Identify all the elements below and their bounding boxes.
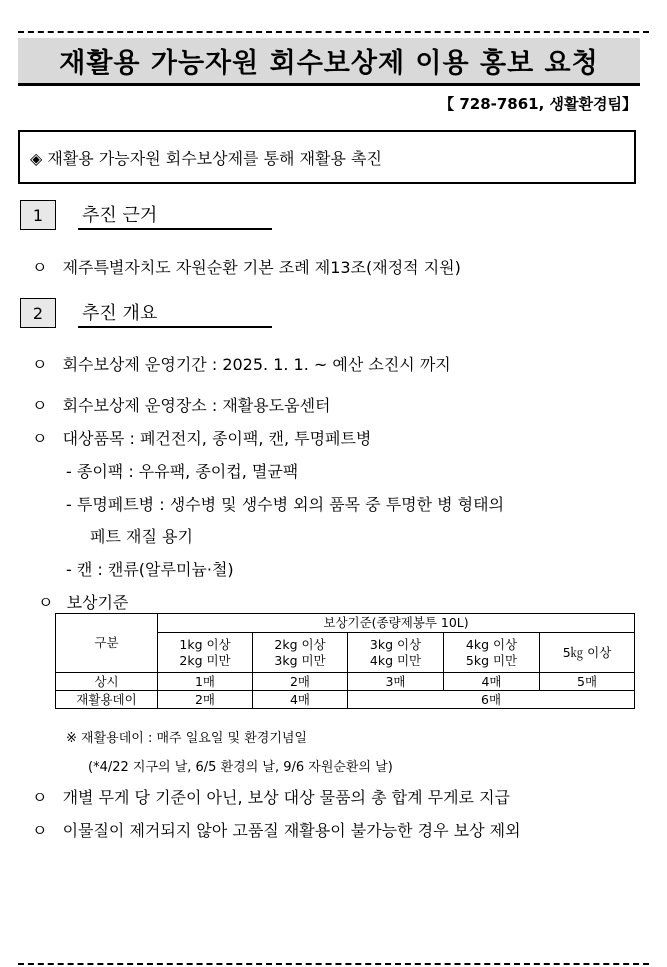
list-item <box>32 785 510 808</box>
reward-criteria-label: ㅇ 보상기준 <box>38 593 129 612</box>
table-cell: 6매 <box>348 691 635 709</box>
table-row <box>56 691 635 709</box>
exclusion-text: 이물질이 제거되지 않아 고품질 재활용이 불가능한 경우 보상 제외 <box>62 821 521 840</box>
table-cell: 2매 <box>253 673 348 691</box>
contact-info: 【 728-7861, 생활환경팀】 <box>439 95 637 113</box>
table-cell: 상시 <box>56 673 158 691</box>
sub-item-paperpack: - 종이팩 : 우유팩, 종이컵, 멸균팩 <box>66 462 299 481</box>
table-cell: 1매 <box>158 673 253 691</box>
table-cell: 2매 <box>158 691 253 709</box>
section-2-number: 2 <box>20 298 56 328</box>
list-item <box>32 426 371 449</box>
bottom-dashed-divider <box>18 963 649 965</box>
bullet-icon: ㅇ <box>32 355 48 374</box>
top-dashed-divider <box>18 31 649 33</box>
list-item <box>32 352 451 375</box>
table-cell: 재활용데이 <box>56 691 158 709</box>
commemoration-days-note: (*4/22 지구의 날, 6/5 환경의 날, 9/6 자원순환의 날) <box>88 760 393 775</box>
table-col-header: 3kg 이상 4kg 미만 <box>348 633 444 673</box>
operation-place-text: 회수보상제 운영장소 : 재활용도움센터 <box>62 396 331 415</box>
bullet-icon: ㅇ <box>38 593 54 612</box>
table-cell: 3매 <box>348 673 444 691</box>
sub-item-can: - 캔 : 캔류(알루미늄·철) <box>66 560 234 579</box>
purpose-box: ◈ 재활용 가능자원 회수보상제를 통해 재활용 촉진 <box>18 130 636 184</box>
recycling-day-note: ※ 재활용데이 : 매주 일요일 및 환경기념일 <box>66 731 307 746</box>
section-1-title: 추진 근거 <box>78 200 272 230</box>
section-1-header <box>20 200 272 230</box>
table-cell: 4매 <box>253 691 348 709</box>
legal-basis-text: 제주특별자치도 자원순환 기본 조례 제13조(재정적 지원) <box>62 258 461 277</box>
section-2-title: 추진 개요 <box>78 298 272 328</box>
table-col-header: 4kg 이상 5kg 미만 <box>444 633 540 673</box>
table-cell: 4매 <box>444 673 540 691</box>
section-2-header <box>20 298 272 328</box>
bullet-icon: ㅇ <box>32 396 48 415</box>
table-row <box>56 673 635 691</box>
document-title: 재활용 가능자원 회수보상제 이용 홍보 요청 <box>18 38 640 86</box>
list-item <box>32 818 521 841</box>
table-row-header: 구분 <box>56 614 158 673</box>
section-1-item <box>32 255 461 278</box>
operation-period-text: 회수보상제 운영기간 : 2025. 1. 1. ~ 예산 소진시 까지 <box>62 355 451 374</box>
reward-table <box>55 613 635 709</box>
table-cell: 5매 <box>540 673 635 691</box>
target-items-text: 대상품목 : 폐건전지, 종이팩, 캔, 투명페트병 <box>62 429 372 448</box>
table-col-header: 2kg 이상 3kg 미만 <box>253 633 348 673</box>
total-weight-text: 개별 무게 당 기준이 아닌, 보상 대상 물품의 총 합계 무게로 지급 <box>62 788 510 807</box>
section-1-number: 1 <box>20 200 56 230</box>
bullet-icon: ㅇ <box>32 258 48 277</box>
table-col-header: 5㎏ 이상 <box>540 633 635 673</box>
bullet-icon: ㅇ <box>32 429 48 448</box>
bullet-icon: ㅇ <box>32 821 48 840</box>
table-col-header: 1kg 이상 2kg 미만 <box>158 633 253 673</box>
list-item <box>32 393 331 416</box>
sub-item-pet-bottle-cont: 페트 재질 용기 <box>90 527 193 546</box>
sub-item-pet-bottle: - 투명페트병 : 생수병 및 생수병 외의 품목 중 투명한 병 형태의 <box>66 495 505 514</box>
bullet-icon: ㅇ <box>32 788 48 807</box>
table-header-group: 보상기준(종량제봉투 10L) <box>158 614 635 633</box>
